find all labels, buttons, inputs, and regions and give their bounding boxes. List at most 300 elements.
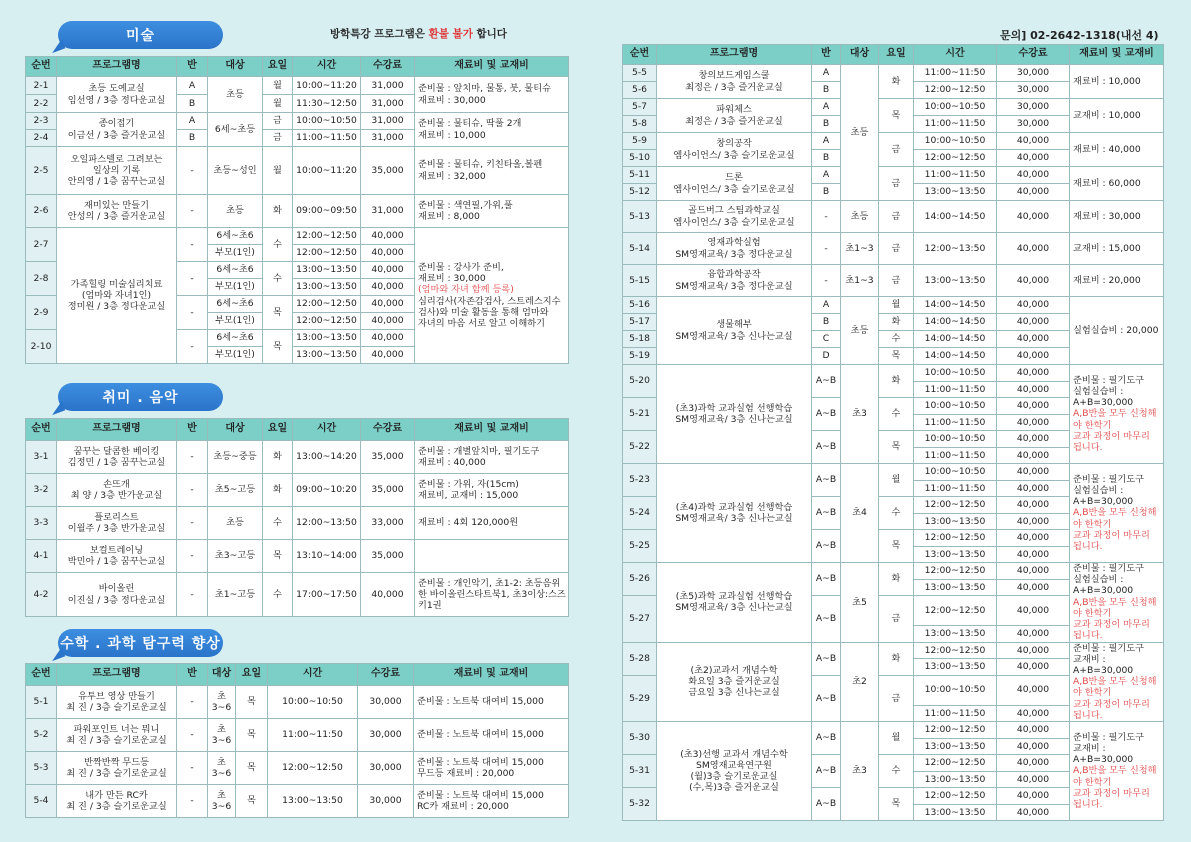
cell: A~B [812, 365, 841, 398]
cell: 금 [879, 133, 914, 167]
cell: 파워체스 최정은 / 3층 즐거운교실 [657, 99, 812, 133]
cell: 5-13 [623, 201, 657, 233]
cell: - [177, 573, 208, 617]
cell: 목 [879, 788, 914, 821]
notice-suffix: 합니다 [472, 28, 507, 40]
cell: 40,000 [997, 804, 1070, 821]
cell: 40,000 [997, 626, 1070, 643]
cell: 12:00~12:50 [293, 296, 361, 313]
cell: 30,000 [997, 65, 1070, 82]
cell: - [812, 265, 841, 297]
cell: 10:00~10:50 [293, 113, 361, 130]
cell: 화 [879, 365, 914, 398]
cell: 11:00~11:50 [914, 167, 997, 184]
cell: 금 [879, 596, 914, 643]
cell: 35,000 [361, 540, 415, 573]
cell: 40,000 [997, 431, 1070, 448]
table-row [26, 441, 569, 474]
cell: 2-3 [26, 113, 57, 130]
cell: 12:00~12:50 [914, 82, 997, 99]
cell: 40,000 [361, 330, 415, 347]
cell: 2-6 [26, 195, 57, 228]
cell: 수 [263, 262, 293, 296]
cell: 11:00~11:50 [914, 414, 997, 431]
col-time: 시간 [293, 57, 361, 77]
cell: 5-29 [623, 675, 657, 722]
cell: 40,000 [997, 530, 1070, 547]
table-row [623, 297, 1164, 314]
cell [415, 228, 569, 364]
col-time: 시간 [293, 419, 361, 441]
col-target: 대상 [208, 57, 263, 77]
material-text: 준비물 : 필기도구 교재비 : A+B=30,000 [1073, 731, 1145, 766]
cell: 12:00~13:50 [914, 233, 997, 265]
cell: 화 [263, 195, 293, 228]
cell: 교재비 : 15,000 [1070, 233, 1164, 265]
cell: 5-17 [623, 314, 657, 331]
cell: A [812, 99, 841, 116]
cell: A~B [812, 596, 841, 643]
cell: B [812, 184, 841, 201]
cell: 준비물 : 개인악기, 초1-2: 초등음위 한 바이올린스타트북1, 초3이상:스즈 키1권 [415, 573, 569, 617]
col-seq: 순번 [623, 45, 657, 65]
cell: 초1~고등 [208, 573, 263, 617]
cell: 5-20 [623, 365, 657, 398]
cell: 12:00~12:50 [914, 150, 997, 167]
material-desc: 심리검사(자존감검사, 스트레스지수 검사)와 미술 활동을 통해 엄마와 자녀의 마음 서로 알고 이해하기 [418, 295, 561, 329]
table-row [26, 507, 569, 540]
cell: A~B [812, 788, 841, 821]
cell: 초등 [208, 77, 263, 113]
cell: A~B [812, 675, 841, 722]
cell: 재료비 : 10,000 [1070, 65, 1164, 99]
cell: 4-2 [26, 573, 57, 617]
cell: 40,000 [997, 480, 1070, 497]
cell: 월 [263, 77, 293, 95]
cell: 영재과학실험 SM영재교육/ 3층 정다운교실 [657, 233, 812, 265]
cell: 금 [879, 675, 914, 722]
cell: 준비물 : 색연필,가위,풀 재료비 : 8,000 [415, 195, 569, 228]
material-text: 준비물 : 필기도구 교재비 : A+B=30,000 [1073, 642, 1145, 676]
cell: - [177, 540, 208, 573]
cell: 초3~6 [208, 719, 236, 752]
col-target: 대상 [208, 419, 263, 441]
cell: 실험실습비 : 20,000 [1070, 297, 1164, 365]
cell: 13:00~13:50 [293, 279, 361, 296]
cell: - [177, 785, 208, 818]
cell: 40,000 [361, 313, 415, 330]
cell: 준비물 : 노트북 대여비 15,000 [414, 686, 569, 719]
table-row [623, 133, 1164, 150]
cell: 융합과학공작 SM영재교육/ 3층 정다운교실 [657, 265, 812, 297]
cell: 12:00~12:50 [914, 642, 997, 659]
cell [1070, 365, 1164, 464]
cell: 40,000 [997, 297, 1070, 314]
cell: - [177, 147, 208, 195]
cell: 5-31 [623, 755, 657, 788]
cell: (초5)과학 교과실험 선행학습 SM영재교육/ 3층 신나는교실 [657, 563, 812, 643]
cell: 11:00~11:50 [914, 116, 997, 133]
cell: 수 [879, 331, 914, 348]
cell: 준비물 : 가위, 자(15cm) 재료비, 교재비 : 15,000 [415, 474, 569, 507]
cell: 6세~초6 [208, 262, 263, 279]
col-material: 재료비 및 교재비 [415, 419, 569, 441]
cell: 31,000 [361, 130, 415, 147]
cell: 40,000 [997, 314, 1070, 331]
cell: A~B [812, 398, 841, 431]
cell: 2-7 [26, 228, 57, 262]
cell: A~B [812, 642, 841, 675]
cell: 초3 [841, 722, 879, 821]
cell: 5-10 [623, 150, 657, 167]
cell: 월 [879, 722, 914, 755]
section-badge-art: 미술 [58, 21, 223, 49]
cell: 재미있는 만들기 안성의 / 3층 즐거운교실 [57, 195, 177, 228]
table-header [26, 664, 569, 686]
cell: 바이올린 이진실 / 3층 정다운교실 [57, 573, 177, 617]
cell: B [812, 314, 841, 331]
cell: 목 [236, 686, 268, 719]
cell: 손뜨개 최 양 / 3층 반가운교실 [57, 474, 177, 507]
cell: - [177, 507, 208, 540]
cell: 초3~6 [208, 785, 236, 818]
cell: 30,000 [358, 752, 414, 785]
cell: 파워포인트 너는 뭐니 최 진 / 3층 슬기로운교실 [57, 719, 177, 752]
cell: 40,000 [997, 642, 1070, 659]
cell: 준비물 : 노트북 대여비 15,000 무드등 재료비 : 20,000 [414, 752, 569, 785]
cell: 목 [236, 719, 268, 752]
col-material: 재료비 및 교재비 [414, 664, 569, 686]
cell: 5-30 [623, 722, 657, 755]
table-row [623, 233, 1164, 265]
table-row [623, 464, 1164, 481]
cell: 목 [263, 540, 293, 573]
cell: 플로리스트 이월주 / 3층 반가운교실 [57, 507, 177, 540]
cell: 재료비 : 30,000 [1070, 201, 1164, 233]
cell: 13:00~13:50 [914, 626, 997, 643]
cell: 10:00~10:50 [268, 686, 358, 719]
cell: 13:00~13:50 [914, 265, 997, 297]
cell: 40,000 [361, 296, 415, 313]
table-row [26, 113, 569, 130]
material-warning: A,B반을 모두 신청해야 한학기 교과 과정이 마무리 됩니다. [1073, 507, 1157, 553]
cell: 33,000 [361, 507, 415, 540]
table-header [26, 57, 569, 77]
cell: 수 [879, 398, 914, 431]
cell: 5-6 [623, 82, 657, 99]
cell: 수 [879, 497, 914, 530]
cell: 2-10 [26, 330, 57, 364]
col-program: 프로그램명 [57, 419, 177, 441]
cell: 5-19 [623, 348, 657, 365]
cell: - [177, 330, 208, 364]
cell: 목 [236, 785, 268, 818]
cell: 금 [879, 233, 914, 265]
col-fee: 수강료 [358, 664, 414, 686]
table-row [623, 65, 1164, 82]
cell: 수 [263, 573, 293, 617]
cell: 5-4 [26, 785, 57, 818]
cell: 가족힐링 미술심리치료 (엄마와 자녀1인) 정미원 / 3층 정다운교실 [57, 228, 177, 364]
cell: 30,000 [358, 719, 414, 752]
cell: 목 [236, 752, 268, 785]
cell: 초등~중등 [208, 441, 263, 474]
table-row [26, 77, 569, 95]
cell: 5-14 [623, 233, 657, 265]
cell: 13:00~13:50 [293, 330, 361, 347]
cell: 35,000 [361, 474, 415, 507]
cell: 10:00~10:50 [914, 99, 997, 116]
cell: 준비물 : 개별앞치마, 필기도구 재료비 : 40,000 [415, 441, 569, 474]
cell: 3-2 [26, 474, 57, 507]
cell: 09:00~10:20 [293, 474, 361, 507]
cell: 14:00~14:50 [914, 201, 997, 233]
material-text: 준비물 : 필기도구 실험실습비 : A+B=30,000 [1073, 374, 1145, 409]
cell: 14:00~14:50 [914, 331, 997, 348]
cell: 40,000 [997, 596, 1070, 626]
cell: 부모(1인) [208, 279, 263, 296]
cell: 30,000 [997, 116, 1070, 133]
cell: A [812, 167, 841, 184]
section-badge-math: 수학 . 과학 탐구력 향상 [58, 629, 223, 657]
table-row [26, 540, 569, 573]
cell: 12:00~12:50 [914, 755, 997, 772]
cell: 화 [879, 563, 914, 596]
cell: 10:00~11:20 [293, 147, 361, 195]
cell: 14:00~14:50 [914, 348, 997, 365]
cell: 5-11 [623, 167, 657, 184]
cell: 13:00~13:50 [268, 785, 358, 818]
contact-info: 문의] 02-2642-1318(내선 4) [1000, 29, 1159, 42]
cell: 준비물 : 노트북 대여비 15,000 [414, 719, 569, 752]
cell: 3-3 [26, 507, 57, 540]
table-row [26, 195, 569, 228]
col-program: 프로그램명 [57, 664, 177, 686]
cell: 10:00~10:50 [914, 431, 997, 448]
cell: - [177, 296, 208, 330]
cell: 5-7 [623, 99, 657, 116]
cell: 월 [263, 147, 293, 195]
cell: 금 [879, 201, 914, 233]
material-text: 준비물 : 필기도구 실험실습비 : A+B=30,000 [1073, 473, 1145, 508]
table-header [26, 419, 569, 441]
cell: 13:00~13:50 [914, 804, 997, 821]
cell: 금 [879, 265, 914, 297]
cell: 40,000 [997, 233, 1070, 265]
material-warning: A,B반을 모두 신청해야 한학기 교과 과정이 마무리 됩니다. [1073, 765, 1157, 811]
cell: 12:00~12:50 [914, 596, 997, 626]
col-fee: 수강료 [997, 45, 1070, 65]
cell: 부모(1인) [208, 347, 263, 364]
table-row [623, 563, 1164, 580]
cell: 재료비 : 4회 120,000원 [415, 507, 569, 540]
cell: 40,000 [997, 659, 1070, 676]
cell: 40,000 [997, 414, 1070, 431]
cell: (초4)과학 교과실험 선행학습 SM영재교육/ 3층 신나는교실 [657, 464, 812, 563]
cell: 12:00~12:50 [268, 752, 358, 785]
cell: 13:10~14:00 [293, 540, 361, 573]
cell: 초3~고등 [208, 540, 263, 573]
col-day: 요일 [263, 419, 293, 441]
cell: 금 [263, 130, 293, 147]
cell: 초4 [841, 464, 879, 563]
cell: 초5 [841, 563, 879, 643]
cell: 30,000 [997, 99, 1070, 116]
cell: 수 [879, 755, 914, 788]
cell: 17:00~17:50 [293, 573, 361, 617]
cell: - [177, 686, 208, 719]
cell: 40,000 [997, 788, 1070, 805]
cell: 5-27 [623, 596, 657, 643]
cell: (초3)선행 교과서 개념수학 SM영재교육연구원 (월)3층 슬기로운교실 (수,목)3층 즐거운교실 [657, 722, 812, 821]
cell: 40,000 [997, 381, 1070, 398]
cell: A~B [812, 755, 841, 788]
cell: 목 [879, 530, 914, 563]
cell: 화 [879, 314, 914, 331]
cell: 5-22 [623, 431, 657, 464]
cell: 12:00~12:50 [293, 228, 361, 245]
cell: A~B [812, 722, 841, 755]
table-row [26, 573, 569, 617]
cell: - [177, 441, 208, 474]
col-class: 반 [177, 664, 208, 686]
cell: 40,000 [997, 722, 1070, 739]
cell: - [177, 228, 208, 262]
cell: 12:00~12:50 [914, 497, 997, 514]
cell: 40,000 [997, 150, 1070, 167]
col-target: 대상 [841, 45, 879, 65]
cell: 부모(1인) [208, 313, 263, 330]
col-time: 시간 [268, 664, 358, 686]
cell [1070, 563, 1164, 643]
cell: 5-32 [623, 788, 657, 821]
table-row [623, 642, 1164, 659]
cell: 40,000 [997, 167, 1070, 184]
cell: 30,000 [358, 785, 414, 818]
cell: 13:00~13:50 [914, 579, 997, 596]
cell: 목 [263, 330, 293, 364]
cell: 준비물 : 앞치마, 물통, 붓, 물티슈 재료비 : 30,000 [415, 77, 569, 113]
cell: 오일파스텔로 그려보는 일상의 기록 안의영 / 1층 꿈꾸는교실 [57, 147, 177, 195]
col-time: 시간 [914, 45, 997, 65]
table-row [623, 201, 1164, 233]
cell: - [177, 719, 208, 752]
cell: 12:00~12:50 [914, 563, 997, 580]
cell: 12:00~12:50 [914, 530, 997, 547]
cell: 유투브 영상 만들기 최 진 / 3층 슬기로운교실 [57, 686, 177, 719]
cell: 40,000 [997, 365, 1070, 382]
cell: 40,000 [997, 447, 1070, 464]
cell: - [177, 195, 208, 228]
cell: 40,000 [361, 262, 415, 279]
cell: 40,000 [997, 563, 1070, 580]
cell: 초1~3 [841, 265, 879, 297]
cell: 11:00~11:50 [268, 719, 358, 752]
cell: 10:00~10:50 [914, 365, 997, 382]
cell: 내가 만든 RC카 최 진 / 3층 슬기로운교실 [57, 785, 177, 818]
cell: 10:00~10:50 [914, 133, 997, 150]
cell: 수 [263, 507, 293, 540]
col-day: 요일 [263, 57, 293, 77]
cell: 월 [879, 297, 914, 314]
col-class: 반 [177, 419, 208, 441]
col-program: 프로그램명 [657, 45, 812, 65]
table-row [26, 752, 569, 785]
cell: 골드버그 스팀과학교실 엠사이언스/ 3층 슬기로운교실 [657, 201, 812, 233]
cell: 5-26 [623, 563, 657, 596]
cell: 초등~성인 [208, 147, 263, 195]
col-day: 요일 [879, 45, 914, 65]
cell: - [177, 474, 208, 507]
cell: 13:00~13:50 [914, 659, 997, 676]
cell: 창의보드게임스쿨 최정은 / 3층 즐거운교실 [657, 65, 812, 99]
cell: C [812, 331, 841, 348]
cell: 31,000 [361, 113, 415, 130]
cell: 10:00~10:50 [914, 675, 997, 705]
cell: 창의공작 엠사이언스/ 3층 슬기로운교실 [657, 133, 812, 167]
cell: 재료비 : 60,000 [1070, 167, 1164, 201]
table-row [26, 719, 569, 752]
cell: 금 [263, 113, 293, 130]
cell: 5-1 [26, 686, 57, 719]
cell: 5-21 [623, 398, 657, 431]
cell: 화 [879, 65, 914, 99]
cell: 09:00~09:50 [293, 195, 361, 228]
cell: 40,000 [997, 513, 1070, 530]
cell: (초2)교과서 개념수학 화요일 3층 즐거운교실 금요일 3층 신나는교실 [657, 642, 812, 722]
table-row [26, 228, 569, 245]
cell: 13:00~13:50 [914, 546, 997, 563]
cell: 초등 [841, 65, 879, 201]
cell: 5-12 [623, 184, 657, 201]
col-fee: 수강료 [361, 57, 415, 77]
cell: 13:00~14:20 [293, 441, 361, 474]
cell: 드론 엠사이언스/ 3층 슬기로운교실 [657, 167, 812, 201]
cell: 초등 도예교실 임선영 / 3층 정다운교실 [57, 77, 177, 113]
cell: 40,000 [361, 347, 415, 364]
cell: 꿈꾸는 달콤한 베이킹 김정민 / 1층 꿈꾸는교실 [57, 441, 177, 474]
cell: 35,000 [361, 147, 415, 195]
cell: 초5~고등 [208, 474, 263, 507]
cell: 40,000 [361, 228, 415, 245]
table-row [623, 722, 1164, 739]
cell: 2-8 [26, 262, 57, 296]
cell: 30,000 [997, 82, 1070, 99]
cell: - [177, 752, 208, 785]
cell: 11:00~11:50 [914, 381, 997, 398]
cell: 화 [263, 474, 293, 507]
material-note: (엄마와 자녀 함께 등록) [418, 284, 514, 296]
cell: 5-8 [623, 116, 657, 133]
cell: 월 [879, 464, 914, 497]
cell: 화 [879, 642, 914, 675]
cell: 5-15 [623, 265, 657, 297]
cell [1070, 642, 1164, 722]
cell: 40,000 [361, 279, 415, 296]
cell: 31,000 [361, 77, 415, 95]
cell: A [812, 133, 841, 150]
cell: 40,000 [997, 398, 1070, 415]
cell: 12:00~12:50 [293, 245, 361, 262]
cell: 5-3 [26, 752, 57, 785]
science-table [622, 44, 1164, 821]
col-material: 재료비 및 교재비 [415, 57, 569, 77]
col-seq: 순번 [26, 664, 57, 686]
cell: 40,000 [997, 348, 1070, 365]
cell: B [812, 82, 841, 99]
cell: 초등 [208, 507, 263, 540]
cell: 40,000 [361, 245, 415, 262]
